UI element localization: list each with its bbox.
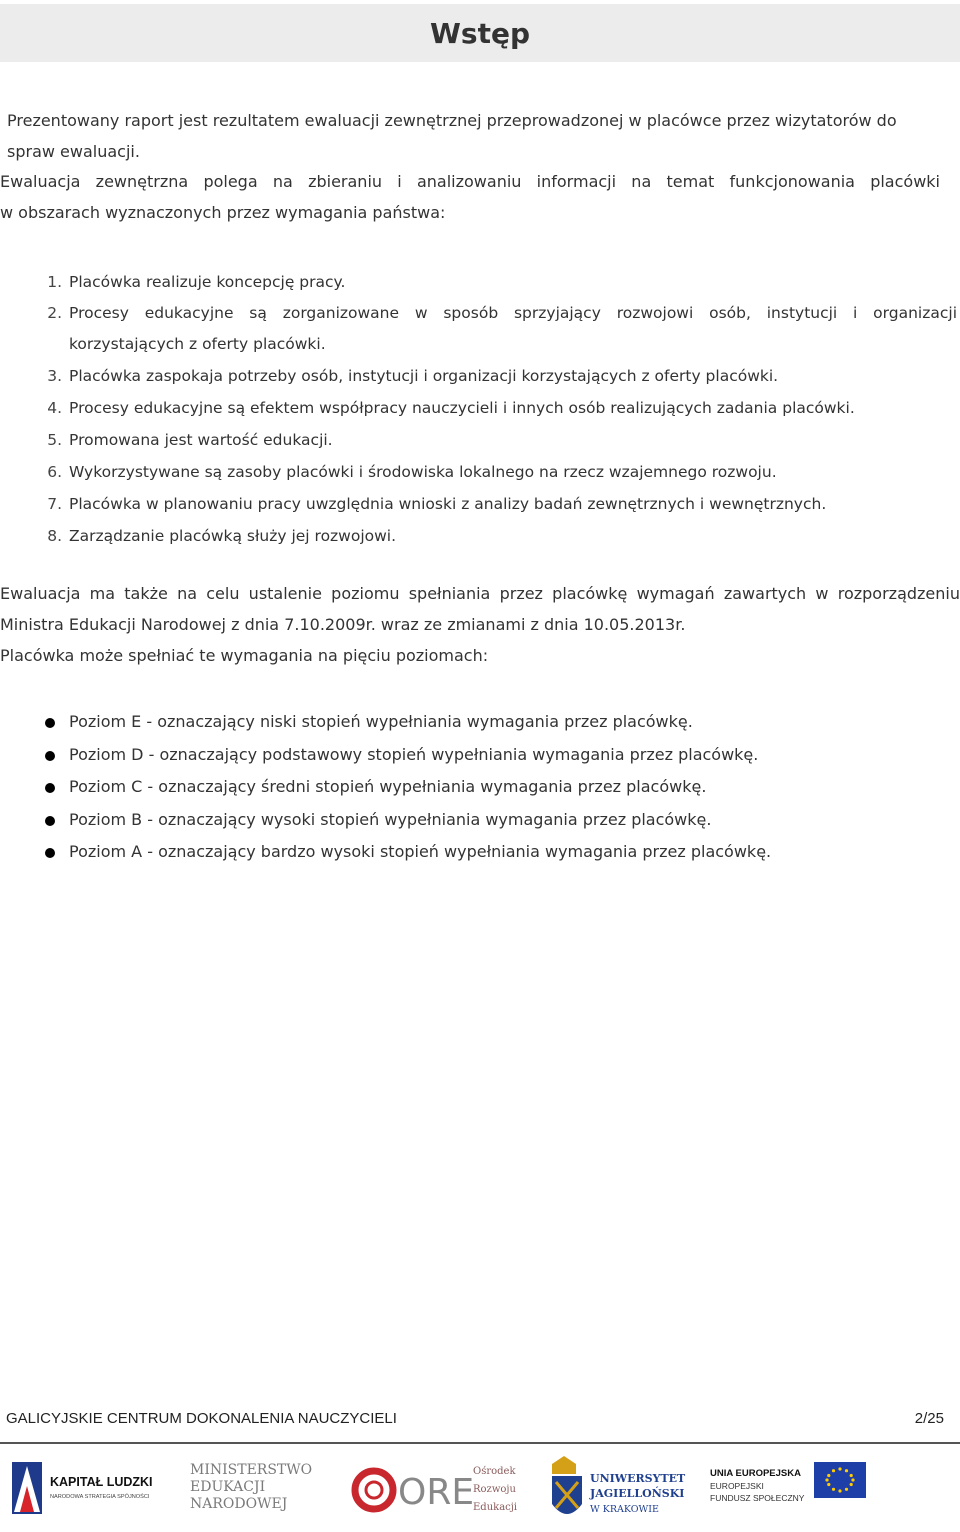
bullet-icon: [45, 816, 55, 826]
intro-paragraph-1: Prezentowany raport jest rezultatem ewaluacji zewnętrznej przeprowadzonej w placówce przez wizytatorów do spraw ewaluacji.: [7, 111, 897, 161]
footer-organization: GALICYJSKIE CENTRUM DOKONALENIA NAUCZYCIELI: [6, 1410, 397, 1427]
list-item: [0, 520, 960, 552]
ue-line-3: FUNDUSZ SPOŁECZNY: [710, 1493, 805, 1503]
list-item: [0, 360, 960, 392]
list-item-text: Zarządzanie placówką służy jej rozwojowi.: [69, 527, 397, 545]
list-item: [0, 456, 960, 488]
evaluation-section: [0, 578, 960, 671]
uj-line-3: W KRAKOWIE: [590, 1504, 659, 1515]
list-item-text: Placówka zaspokaja potrzeby osób, instytucji i organizacji korzystających z oferty placówki.: [69, 367, 779, 385]
list-item-text-continued: korzystających z oferty placówki.: [69, 335, 326, 353]
list-item-text: Placówka w planowaniu pracy uwzględnia wnioski z analizy badań zewnętrznych i wewnętrznych.: [69, 495, 827, 513]
list-item: [0, 771, 771, 804]
evaluation-line-1: Ewaluacja ma także na celu ustalenie poziomu spełniania przez placówkę wymagań zawartych w rozporządzeniu: [0, 584, 960, 603]
ore-logo: [350, 1452, 530, 1528]
list-item: [0, 488, 960, 520]
list-item: [0, 836, 771, 869]
kapital-ludzki-logo: [10, 1452, 170, 1528]
unia-europejska-logo: [704, 1452, 872, 1528]
list-number: 6.: [47, 463, 62, 481]
title-band: [0, 4, 960, 62]
intro-section: [0, 106, 940, 228]
bullet-icon: [45, 751, 55, 761]
ore-line-1: Ośrodek: [473, 1466, 516, 1477]
list-item-text: Placówka realizuje koncepcję pracy.: [69, 273, 346, 291]
list-item: [0, 266, 960, 298]
list-item: [0, 804, 771, 837]
kapital-ludzki-name: KAPITAŁ LUDZKI: [50, 1475, 153, 1489]
ore-line-2: Rozwoju: [473, 1484, 516, 1495]
evaluation-line-2: Ministra Edukacji Narodowej z dnia 7.10.2009r. wraz ze zmianami z dnia 10.05.2013r.: [0, 615, 686, 634]
uj-line-1: UNIWERSYTET: [590, 1472, 686, 1485]
list-number: 7.: [47, 495, 62, 513]
list-item-text: Procesy edukacyjne są efektem współpracy nauczycieli i innych osób realizujących zadania placówki.: [69, 399, 855, 417]
uniwersytet-jagiellonski-logo: [548, 1452, 688, 1528]
ore-text: ORE: [398, 1472, 475, 1513]
level-text: Poziom D - oznaczający podstawowy stopień wypełniania wymagania przez placówkę.: [69, 744, 759, 764]
requirements-list: [0, 266, 960, 552]
evaluation-line-3: Placówka może spełniać te wymagania na pięciu poziomach:: [0, 646, 489, 665]
levels-list: [0, 706, 771, 869]
bullet-icon: [45, 848, 55, 858]
uj-line-2: JAGIELLOŃSKI: [590, 1487, 685, 1500]
level-text: Poziom E - oznaczający niski stopień wypełniania wymagania przez placówkę.: [69, 712, 693, 731]
footer-page-number: 2/25: [914, 1410, 944, 1427]
list-number: 4.: [47, 399, 62, 417]
bullet-icon: [45, 783, 55, 793]
list-item-text: Wykorzystywane są zasoby placówki i środowiska lokalnego na rzecz wzajemnego rozwoju.: [69, 463, 777, 481]
page-title: Wstęp: [430, 16, 530, 50]
list-number: 1.: [47, 273, 62, 291]
intro-paragraph-2-line-2: w obszarach wyznaczonych przez wymagania państwa:: [0, 202, 446, 222]
list-item: [0, 298, 960, 360]
men-line-1: MINISTERSTWO: [190, 1462, 313, 1478]
kapital-ludzki-subtitle: NARODOWA STRATEGIA SPÓJNOŚCI: [50, 1494, 150, 1500]
list-number: 3.: [47, 367, 62, 385]
level-text: Poziom B - oznaczający wysoki stopień wypełniania wymagania przez placówkę.: [69, 809, 712, 829]
men-line-3: NARODOWEJ: [190, 1496, 288, 1512]
list-item: [0, 706, 771, 739]
ore-line-3: Edukacji: [473, 1502, 518, 1513]
list-item-text: Procesy edukacyjne są zorganizowane w sposób sprzyjający rozwojowi osób, instytucji i organizacji: [69, 304, 957, 322]
ministerstwo-logo: [186, 1452, 316, 1528]
list-number: 8.: [47, 527, 62, 545]
intro-paragraph-2-line-1: Ewaluacja zewnętrzna polega na zbieraniu i analizowaniu informacji na temat funkcjonowania placówki: [0, 172, 940, 191]
footer-divider: [0, 1442, 960, 1444]
ue-line-2: EUROPEJSKI: [710, 1481, 764, 1491]
list-item: [0, 739, 771, 772]
list-item: [0, 424, 960, 456]
list-number: 5.: [47, 431, 62, 449]
bullet-icon: [45, 718, 55, 728]
list-item: [0, 392, 960, 424]
level-text: Poziom A - oznaczający bardzo wysoki stopień wypełniania wymagania przez placówkę.: [69, 842, 772, 861]
list-number: 2.: [47, 304, 62, 322]
men-line-2: EDUKACJI: [190, 1479, 266, 1495]
list-item-text: Promowana jest wartość edukacji.: [69, 431, 333, 449]
logo-strip: [0, 1452, 960, 1528]
ue-line-1: UNIA EUROPEJSKA: [710, 1468, 801, 1479]
level-text: Poziom C - oznaczający średni stopień wypełniania wymagania przez placówkę.: [69, 777, 707, 796]
